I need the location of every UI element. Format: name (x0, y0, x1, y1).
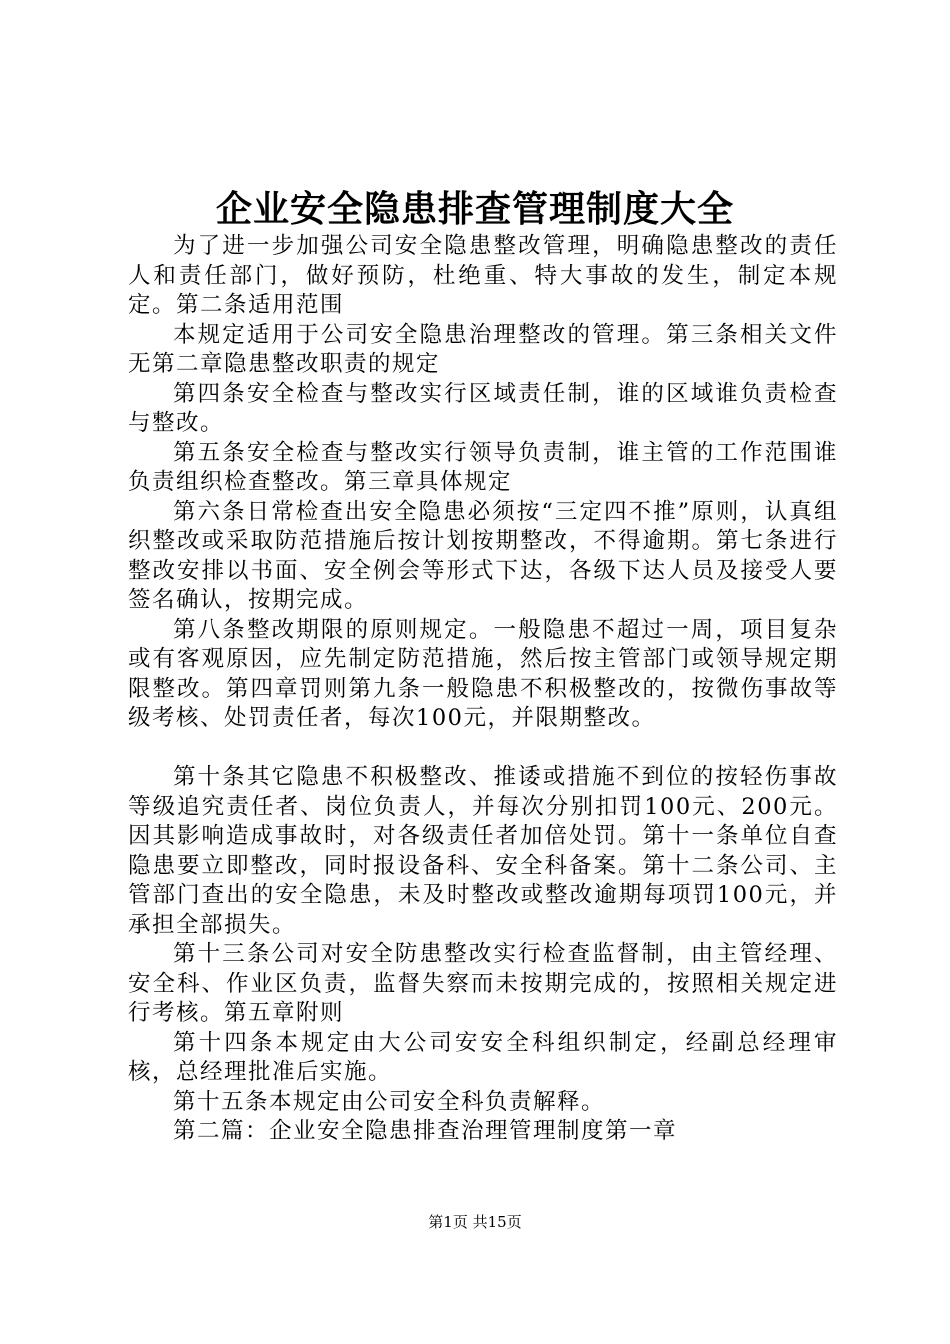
paragraph-8: 第十三条公司对安全防患整改实行检查监督制，由主管经理、安全科、作业区负责，监督失察而未按期完成的，按照相关规定进行考核。第五章附则 (128, 941, 838, 1026)
paragraph-7: 第十条其它隐患不积极整改、推诿或措施不到位的按轻伤事故等级追究责任者、岗位负责人，并每次分别扣罚100元、200元。因其影响造成事故时，对各级责任者加倍处罚。第十一条单位自查隐患要立即整改，同时报设备科、安全科备案。第十二条公司、主管部门查出的安全隐患，未及时整改或整改逾期每项罚100元，并承担全部损失。 (128, 764, 838, 938)
paragraph-10: 第十五条本规定由公司安全科负责解释。 (173, 1088, 606, 1115)
paragraph-6: 第八条整改期限的原则规定。一般隐患不超过一周，项目复杂或有客观原因，应先制定防范措施，然后按主管部门或领导规定期限整改。第四章罚则第九条一般隐患不积极整改的，按微伤事故等级考核、处罚责任者，每次100元，并限期整改。 (128, 616, 838, 731)
page-number-footer: 第1页 共15页 (428, 1213, 522, 1231)
paragraph-1: 为了进一步加强公司安全隐患整改管理，明确隐患整改的责任人和责任部门，做好预防，杜绝重、特大事故的发生，制定本规定。第二条适用范围 (128, 233, 838, 318)
paragraph-2: 本规定适用于公司安全隐患治理整改的管理。第三条相关文件无第二章隐患整改职责的规定 (128, 321, 838, 377)
paragraph-4: 第五条安全检查与整改实行领导负责制，谁主管的工作范围谁负责组织检查整改。第三章具体规定 (128, 439, 838, 495)
paragraph-5: 第六条日常检查出安全隐患必须按“三定四不推”原则，认真组织整改或采取防范措施后按计划按期整改，不得逾期。第七条进行整改安排以书面、安全例会等形式下达，各级下达人员及接受人要签名确认，按期完成。 (128, 498, 838, 613)
paragraph-9: 第十四条本规定由大公司安安全科组织制定，经副总经理审核，总经理批准后实施。 (128, 1029, 838, 1085)
paragraph-11: 第二篇：企业安全隐患排查治理管理制度第一章 (173, 1118, 678, 1144)
document-body (128, 232, 838, 1147)
paragraph-3: 第四条安全检查与整改实行区域责任制，谁的区域谁负责检查与整改。 (128, 380, 838, 436)
document-title: 企业安全隐患排查管理制度大全 (215, 188, 734, 230)
